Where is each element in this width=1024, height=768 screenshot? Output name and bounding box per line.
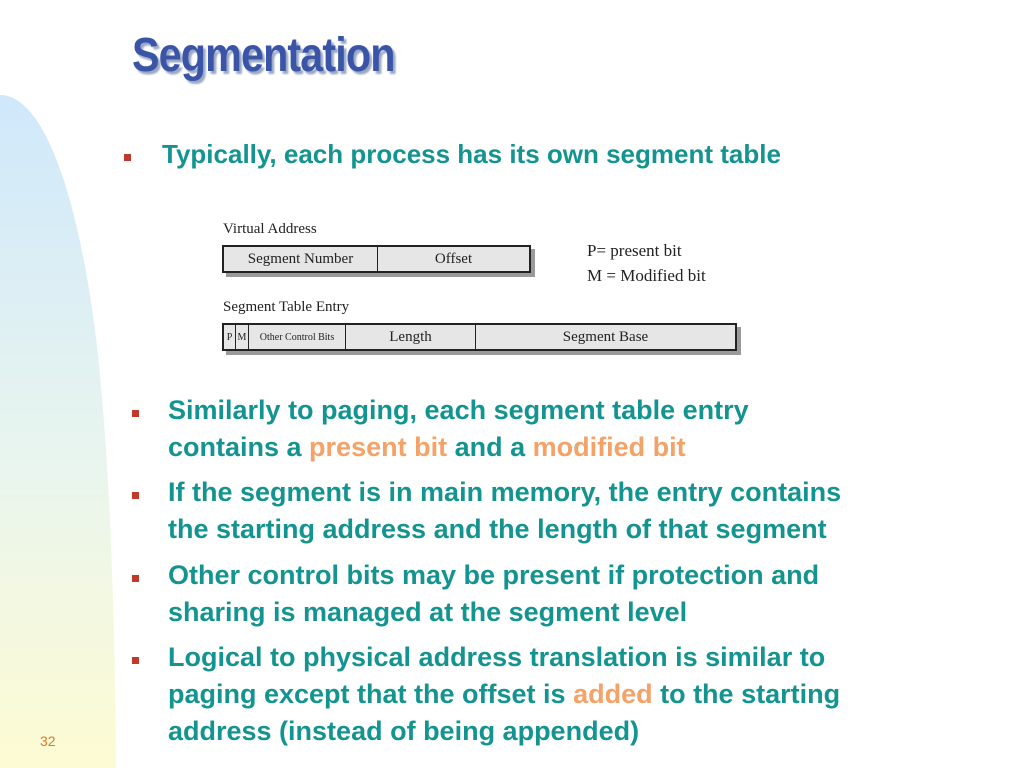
intro-bullet-text: Typically, each process has its own segment table [162,139,781,169]
slide-number: 32 [40,733,56,749]
bullet-2-line-1: If the segment is in main memory, the entry contains [168,477,842,507]
bullet-3-line-2: sharing is managed at the segment level [168,597,688,627]
present-bit-highlight: present bit [309,432,448,462]
other-control-bits-field: Other Control Bits [249,325,346,349]
length-field: Length [346,325,476,349]
added-highlight: added [573,679,653,709]
modified-bit-highlight: modified bit [532,432,686,462]
virtual-address-label: Virtual Address [223,221,317,237]
bullet-marker [132,575,139,582]
bullet-1-line-2: contains a present bit and a modified bit [168,432,686,462]
segment-number-field: Segment Number [224,247,378,271]
segment-table-entry-box [222,323,737,351]
slide-title: Segmentation [132,29,395,82]
present-bit-field: P [224,325,236,349]
segment-base-field: Segment Base [562,328,649,345]
bullet-4-line-2: paging except that the offset is added to the starting [168,679,841,709]
segment-table-entry-label: Segment Table Entry [223,299,350,315]
bullet-marker [132,657,139,664]
modified-bit-field: M [236,325,249,349]
bullet-4-line-1: Logical to physical address translation is similar to [168,642,826,672]
legend-modified-bit: M = Modified bit [587,266,706,285]
bullet-1-line-1: Similarly to paging, each segment table entry [168,395,749,425]
bullet-3-line-1: Other control bits may be present if protection and [168,560,820,590]
bullet-4-line-3: address (instead of being appended) [168,716,640,746]
offset-field: Offset [434,250,473,267]
bullet-marker [132,410,139,417]
bullet-marker [132,492,139,499]
bullet-2-line-2: the starting address and the length of that segment [168,514,827,544]
bullet-marker [124,154,131,161]
legend-present-bit: P= present bit [587,241,682,260]
virtual-address-box [222,245,531,273]
